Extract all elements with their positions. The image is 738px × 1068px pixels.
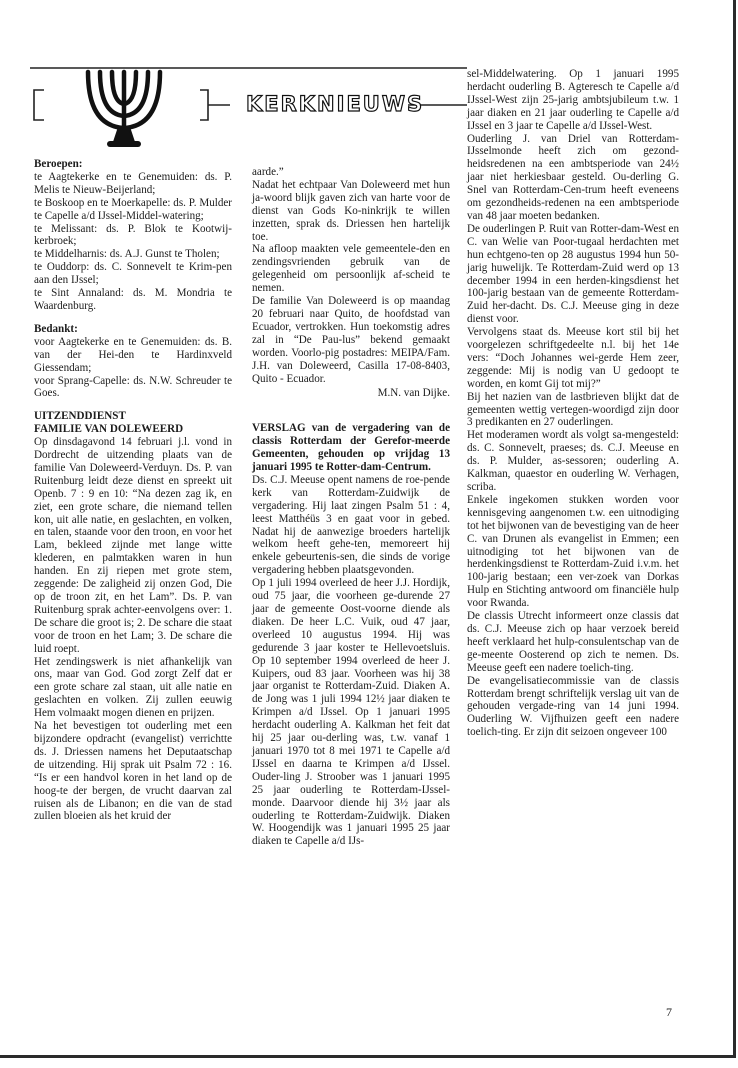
article-paragraph: Op 1 juli 1994 overleed de heer J.J. Hordijk, oud 75 jaar, die voorheen ge-durende 27 jaar de gemeente Oost-voorne diende als diaken. De heer L.C. Vuik, oud 47 jaar, overleed 10 augustus 1994. Hij was gedurende 3 jaar koster te Hellevoetsluis. Op 10 september 1994 overleed de heer J. Kuipers, oud 83 jaar. Voorheen was hij 38 jaar organist te Rotterdam-Zuid. Diaken A. de Jong was 1 juli 1994 12½ jaar diaken te Krimpen a/d IJssel. Op 1 januari 1995 herdacht ouderling A. Kalkman het feit dat hij 25 jaar ou-derling was, t.w. vanaf 1 januari 1970 tot 8 mei 1971 te Capelle a/d IJssel en daarna te Krimpen a/d IJssel. Ouder-ling J. Stroober was 1 januari 1995 25 jaar ouderling te Rotterdam-IJssel-monde. Daarvoor diende hij 3½ jaar als ouderling te Rotterdam-Zuidwijk. Diaken W. Hoogendijk was 1 januari 1995 25 jaar diaken te Capelle a/d IJs-	[252, 577, 450, 848]
uitzenddienst-heading: UITZENDDIENST	[34, 410, 126, 423]
article-paragraph: Op dinsdagavond 14 februari j.l. vond in Dordrecht de uitzending plaats van de familie Van Doleweerd-Verduyn. Ds. P. van Ruitenburg leidt deze dienst en spreekt uit Openb. 7 : 9 en 10: “Na dezen zag ik, en ziet, een grote schare, die niemand tellen kon, uit alle natie, en geslachten, en volken, en talen, staande voor den troon, en voor het Lam, bekleed zijnde met lange witte klederen, en palmtakken waren in hun handen. En zij riepen met grote stem, zeggende: De zaligheid zij onzen God, Die op de troon zit, en het Lam”. Ds. P. van Ruitenburg sprak achter-eenvolgens over: 1. De schare die groot is; 2. De schare die staat voor de troon en het Lam; 3. De schare die luid roept.	[34, 436, 232, 655]
article-paragraph: Vervolgens staat ds. Meeuse kort stil bij het voorgelezen schriftgedeelte n.l. bij het 14e vers: “Doch Johannes wei-gerde Hem zeer, zeggende: Mij is nodig van U gedoopt te worden, en komt Gij tot mij?”	[467, 326, 679, 390]
column-3	[467, 68, 679, 739]
author-signature: M.N. van Dijke.	[377, 387, 450, 400]
list-item: te Melissant: ds. P. Blok te Kootwij-kerbroek;	[34, 222, 232, 248]
kerknieuws-header	[30, 62, 467, 152]
section-title: KERKNIEUWS	[246, 92, 425, 116]
article-paragraph: sel-Middelwatering. Op 1 januari 1995 herdacht ouderling B. Agteresch te Capelle a/d IJssel-West zijn 25-jarig ambtsjubileum t.w. 1 jaar diaken en 21 jaar ouderling te Capelle a/d IJssel en 3 jaar te Capelle a/d IJssel-West.	[467, 68, 679, 132]
list-item: te Sint Annaland: ds. M. Mondria te Waardenburg.	[34, 287, 232, 312]
article-paragraph: Na afloop maakten vele gemeentele-den en zendingsvrienden gebruik van de gelegenheid om persoonlijk af-scheid te nemen.	[252, 243, 450, 295]
article-paragraph: Ds. C.J. Meeuse opent namens de roe-pende kerk van Rotterdam-Zuidwijk de vergadering. Hij laat zingen Psalm 51 : 4, leest Matthéüs 3 en gaat voor in gebed. Nadat hij de aanwezige broeders hartelijk welkom heeft gehe-ten, memoreert hij enkele gebeurtenis-sen, die sinds de vorige vergadering hebben plaatsgevonden.	[252, 473, 450, 577]
list-item: te Aagtekerke en te Genemuiden: ds. P. Melis te Nieuw-Beijerland;	[34, 170, 232, 196]
article-paragraph: Enkele ingekomen stukken worden voor kennisgeving aangenomen t.w. een uitnodiging tot het bijwonen van de bevestiging van de heer C. van Drunen als evangelist in Emmen; een uitnodiging tot het bijwonen van de herdenkingsdienst te Rotterdam-Zuid i.v.m. het 100-jarig bestaan; een ver-zoek van Dorkas Hulp en Stichting antwoord om financiële hulp voor Rwanda.	[467, 493, 679, 610]
page-number: 7	[666, 1005, 672, 1019]
column-1	[34, 158, 232, 823]
list-item: te Boskoop en te Moerkapelle: ds. P. Mulder te Capelle a/d IJssel-Middel-watering;	[34, 196, 232, 222]
article-paragraph: De classis Utrecht informeert onze classis dat ds. C.J. Meeuse zich op haar verzoek bereid heeft verklaard het hulp-consulentschap van de ge-meente Oosterend op zich te nemen. Ds. Meeuse geeft een nadere toelich-ting.	[467, 610, 679, 674]
menorah-icon	[88, 72, 160, 144]
article-paragraph: De familie Van Doleweerd is op maandag 20 februari naar Quito, de hoofdstad van Ecuador, vertrokken. Hun toekomstig adres zal in “De Pau-lus” bekend gemaakt worden. Voorlo-pig postadres: MEIPA/Fam. J.H. van Doleweerd, Casilla 17-08-8403, Quito - Ecuador.	[252, 295, 450, 385]
article-paragraph: De ouderlingen P. Ruit van Rotter-dam-West en C. van Welie van Poor-tugaal herdachten met hun echtgeno-ten op 28 augustus 1994 hun 50-jarig huwelijk. Te Rotterdam-Zuid werd op 13 december 1994 in een herden-kingsdienst het 100-jarig bestaan van de gemeente Rotterdam-Zuid her-dacht. Ds. C.J. Meeuse ging in deze dienst voor.	[467, 222, 679, 326]
article-paragraph: Bij het nazien van de lastbrieven blijkt dat de gemeenten wettig vertegen-woordigd zijn door 3 predikanten en 27 ouderlingen.	[467, 390, 679, 429]
verslag-heading: VERSLAG van de vergadering van de classis Rotterdam der Gerefor-meerde Gemeenten, gehouden op vrijdag 13 januari 1995 te Rotter-dam-Centrum.	[252, 422, 450, 474]
article-paragraph: Nadat het echtpaar Van Doleweerd met hun ja-woord blijk gaven zich van harte voor de dienst van Gods Ko-ninkrijk te willen inzetten, sprak ds. Driessen hen hartelijk toe.	[252, 178, 450, 243]
article-paragraph: Na het bevestigen tot ouderling met een bijzondere opdracht (evangelist) verrichtte ds. J. Driessen namens het Deputaatschap de uitzending. Hij sprak uit Psalm 72 : 16. “Is er een handvol koren in het land op de hoog-te der bergen, de vrucht daarvan zal ruisen als de Libanon; en die van de stad zullen bloeien als het kruid der	[34, 720, 232, 823]
page-edge-bottom	[0, 1055, 736, 1058]
list-item: te Ouddorp: ds. C. Sonnevelt te Krim-pen aan den IJssel;	[34, 261, 232, 287]
article-paragraph: De evangelisatiecommissie van de classis Rotterdam brengt schriftelijk verslag uit van de gehouden vergade-ring van 14 juni 1994. Ouderling W. Vijfhuizen geeft een nadere toelich-ting. Er zijn dit seizoen ongeveer 100	[467, 674, 679, 739]
article-paragraph: Het zendingswerk is niet afhankelijk van ons, maar van God. God zorgt Zelf dat er een grote schare zal staan, uit alle natie en geslachten en volken. Zij zullen eeuwig Hem volmaakt mogen dienen en prijzen.	[34, 655, 232, 720]
page-edge-right	[733, 0, 736, 1058]
column-2	[252, 166, 450, 848]
article-paragraph: Het moderamen wordt als volgt sa-mengesteld: ds. C. Sonnevelt, praeses; ds. C.J. Meeuse en ds. P. Mulder, as-sessoren; ouderling A. Kalkman, quaestor en ouderling W. Verhagen, scriba.	[467, 429, 679, 493]
list-item: voor Aagtekerke en te Genemuiden: ds. B. van der Hei-den te Hardinxveld Giessendam;	[34, 335, 232, 374]
article-paragraph: aarde.”	[252, 166, 284, 178]
bedankt-heading: Bedankt:	[34, 322, 78, 335]
list-item: te Middelharnis: ds. A.J. Gunst te Tholen;	[34, 248, 220, 261]
uitzenddienst-subheading: FAMILIE VAN DOLEWEERD	[34, 423, 184, 436]
beroepen-heading: Beroepen:	[34, 158, 83, 170]
article-paragraph: Ouderling J. van Driel van Rotterdam-IJsselmonde heeft zich om gezond-heidsredenen na een ambtsperiode van 24½ jaar niet herkiesbaar gesteld. Ou-derling G. Snel van Rotterdam-Cen-trum heeft eveneens om gezondheids-redenen na een ambtsperiode van 48 jaar moeten bedanken.	[467, 132, 679, 222]
list-item: voor Sprang-Capelle: ds. N.W. Schreuder te Goes.	[34, 374, 232, 400]
